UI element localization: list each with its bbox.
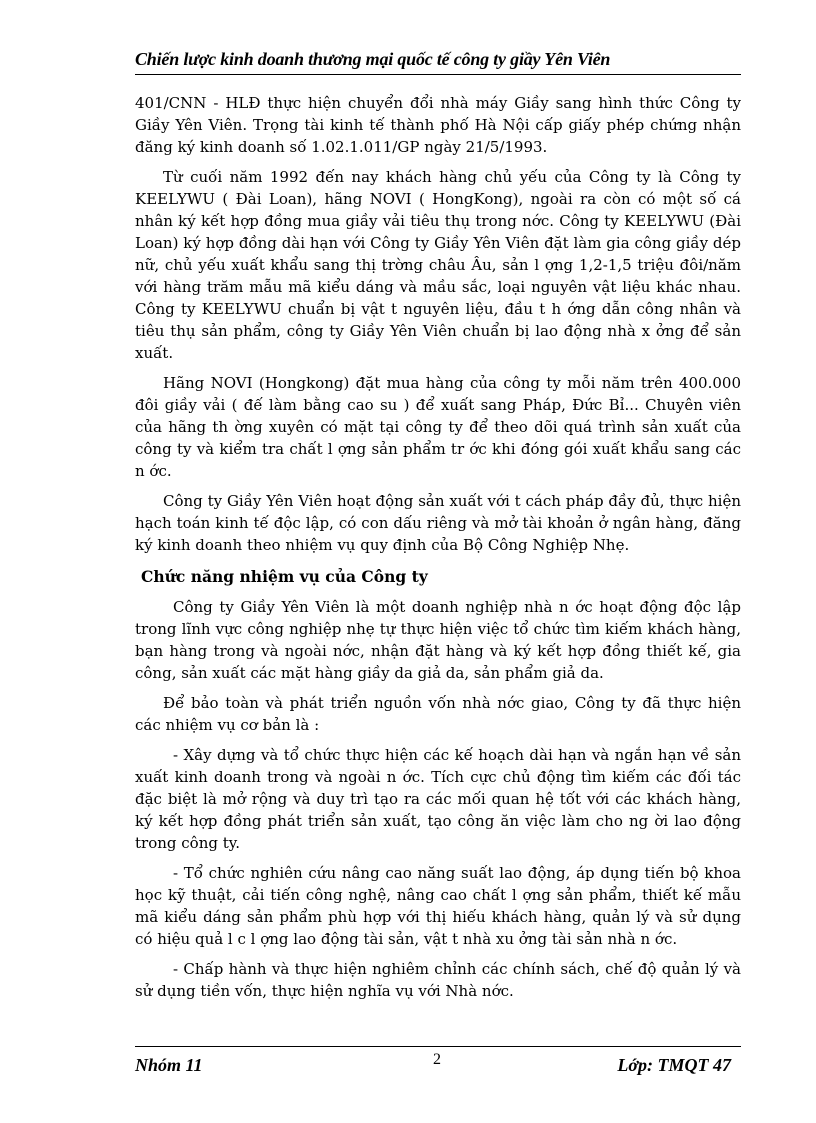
document-body bbox=[135, 92, 741, 1002]
section-heading: Chức năng nhiệm vụ của Công ty bbox=[141, 567, 428, 586]
paragraph-company-conversion: 401/CNN - HLĐ thực hiện chuyển đổi nhà máy Giầy sang hình thức Công ty Giầy Yên Viên. Trọng tài kinh tế thành phố Hà Nội cấp giấy phép chứng nhận đăng ký kinh doanh số 1.02.1.011/GP ngày 21/5/1993. bbox=[135, 94, 741, 156]
paragraph-duties-intro: Để bảo toàn và phát triển nguồn vốn nhà nớc giao, Công ty đã thực hiện các nhiệm vụ cơ bản là : bbox=[135, 694, 741, 734]
paragraph-main-customers: Từ cuối năm 1992 đến nay khách hàng chủ yếu của Công ty là Công ty KEELYWU ( Đài Loan), hãng NOVI ( HongKong), ngoài ra còn có một số cá nhân ký kết hợp đồng mua giầy vải tiêu thụ trong nớc. Công ty KEELYWU (Đài Loan) ký hợp đồng dài hạn với Công ty Giầy Yên Viên đặt làm gia công giầy dép nữ, chủ yếu xuất khẩu sang thị trờng châu Âu, sản l ợng 1,2-1,5 triệu đôi/năm với hàng trăm mẫu mã kiểu dáng và mầu sắc, loại nguyên vật liệu khác nhau. Công ty KEELYWU chuẩn bị vật t nguyên liệu, đầu t h ớng dẫn công nhân và tiêu thụ sản phẩm, công ty Giầy Yên Viên chuẩn bị lao động nhà x ởng để sản xuất. bbox=[135, 168, 741, 362]
paragraph-company-role: Công ty Giầy Yên Viên là một doanh nghiệp nhà n ớc hoạt động độc lập trong lĩnh vực công nghiệp nhẹ tự thực hiện việc tổ chức tìm kiếm khách hàng, bạn hàng trong và ngoài nớc, nhận đặt hàng và ký kết hợp đồng thiết kế, gia công, sản xuất các mặt hàng giầy da giả da, sản phẩm giả da. bbox=[135, 598, 741, 682]
list-item-duty-3: - Chấp hành và thực hiện nghiêm chỉnh các chính sách, chế độ quản lý và sử dụng tiền vốn, thực hiện nghĩa vụ với Nhà nớc. bbox=[135, 960, 741, 1000]
page-header bbox=[135, 46, 741, 75]
footer-page-number: 2 bbox=[433, 1051, 441, 1068]
list-item-duty-2: - Tổ chức nghiên cứu nâng cao năng suất lao động, áp dụng tiến bộ khoa học kỹ thuật, cải tiến công nghệ, nâng cao chất l ợng sản phẩm, thiết kế mẫu mã kiểu dáng sản phẩm phù hợp với thị hiếu khách hàng, quản lý và sử dụng có hiệu quả l c l ợng lao động tài sản, vật t nhà xu ởng tài sản nhà n ớc. bbox=[135, 864, 741, 948]
page-footer bbox=[135, 1046, 741, 1081]
footer-class-label: Lớp: TMQT 47 bbox=[617, 1055, 731, 1075]
paragraph-novi-orders: Hãng NOVI (Hongkong) đặt mua hàng của công ty mỗi năm trên 400.000 đôi giầy vải ( đế làm bằng cao su ) để xuất sang Pháp, Đức Bỉ... Chuyên viên của hãng th ờng xuyên có mặt tại công ty để theo dõi quá trình sản xuất của công ty và kiểm tra chất l ợng sản phẩm tr ớc khi đóng gói xuất khẩu sang các n ớc. bbox=[135, 374, 741, 480]
paragraph-legal-status: Công ty Giầy Yên Viên hoạt động sản xuất với t cách pháp đầy đủ, thực hiện hạch toán kinh tế độc lập, có con dấu riêng và mở tài khoản ở ngân hàng, đăng ký kinh doanh theo nhiệm vụ quy định của Bộ Công Nghiệp Nhẹ. bbox=[135, 492, 741, 554]
page-header-title: Chiến lược kinh doanh thương mại quốc tế công ty giầy Yên Viên bbox=[135, 49, 611, 69]
list-item-duty-1: - Xây dựng và tổ chức thực hiện các kế hoạch dài hạn và ngắn hạn về sản xuất kinh doanh trong và ngoài n ớc. Tích cực chủ động tìm kiếm các đối tác đặc biệt là mở rộng và duy trì tạo ra các mối quan hệ tốt với các khách hàng, ký kết hợp đồng phát triển sản xuất, tạo công ăn việc làm cho ng ời lao động trong công ty. bbox=[135, 746, 741, 852]
footer-group-label: Nhóm 11 bbox=[135, 1055, 203, 1075]
